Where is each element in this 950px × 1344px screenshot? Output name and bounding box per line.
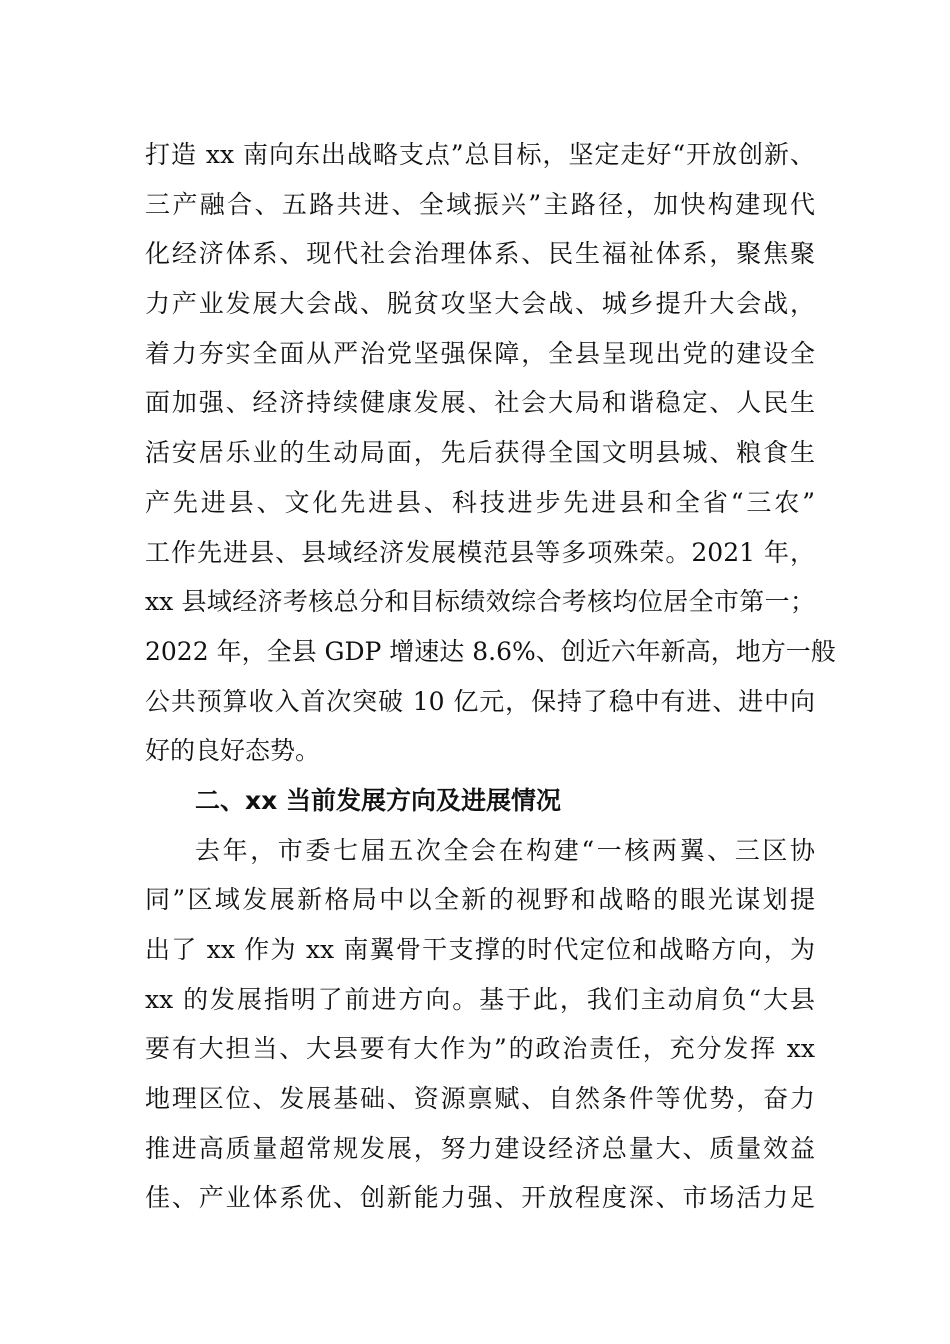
paragraph-1-line: 活安居乐业的生动局面，先后获得全国文明县城、粮食生 xyxy=(145,438,815,468)
paragraph-2 xyxy=(145,826,815,1224)
paragraph-1-line: 产先进县、文化先进县、科技进步先进县和全省“三农” xyxy=(145,487,815,517)
paragraph-2-line: 推进高质量超常规发展，努力建设经济总量大、质量效益 xyxy=(145,1133,815,1163)
paragraph-2-line: 要有大担当、大县要有大作为”的政治责任，充分发挥 xx xyxy=(145,1034,815,1064)
paragraph-1-line: 2022 年，全县 GDP 增速达 8.6%、创近六年新高，地方一般 xyxy=(145,636,836,666)
paragraph-1 xyxy=(145,130,836,776)
paragraph-1-line: 好的良好态势。 xyxy=(145,736,321,766)
document-body xyxy=(145,130,836,1223)
paragraph-2-line: 地理区位、发展基础、资源禀赋、自然条件等优势，奋力 xyxy=(145,1084,815,1114)
paragraph-1-line: 力产业发展大会战、脱贫攻坚大会战、城乡提升大会战， xyxy=(145,289,815,319)
paragraph-1-line: 化经济体系、现代社会治理体系、民生福祉体系，聚焦聚 xyxy=(145,239,815,269)
paragraph-1-line: 公共预算收入首次突破 10 亿元，保持了稳中有进、进中向 xyxy=(145,686,815,716)
paragraph-2-line: 去年，市委七届五次全会在构建“一核两翼、三区协 xyxy=(195,835,815,865)
paragraph-1-line: 工作先进县、县域经济发展模范县等多项殊荣。2021 年， xyxy=(145,537,815,567)
paragraph-1-line: 着力夯实全面从严治党坚强保障，全县呈现出党的建设全 xyxy=(145,338,815,368)
section-heading: 二、xx 当前发展方向及进展情况 xyxy=(195,785,561,815)
paragraph-1-line: 打造 xx 南向东出战略支点”总目标，坚定走好“开放创新、 xyxy=(145,140,815,169)
paragraph-2-line: 出了 xx 作为 xx 南翼骨干支撑的时代定位和战略方向，为 xyxy=(145,935,815,964)
paragraph-2-line: 佳、产业体系优、创新能力强、开放程度深、市场活力足 xyxy=(145,1183,815,1213)
paragraph-1-line: xx 县域经济考核总分和目标绩效综合考核均位居全市第一； xyxy=(145,587,815,617)
paragraph-1-line: 三产融合、五路共进、全域振兴”主路径，加快构建现代 xyxy=(145,189,815,219)
paragraph-2-line: 同”区域发展新格局中以全新的视野和战略的眼光谋划提 xyxy=(145,885,815,915)
paragraph-2-line: xx 的发展指明了前进方向。基于此，我们主动肩负“大县 xyxy=(145,984,815,1014)
paragraph-1-line: 面加强、经济持续健康发展、社会大局和谐稳定、人民生 xyxy=(145,388,815,418)
